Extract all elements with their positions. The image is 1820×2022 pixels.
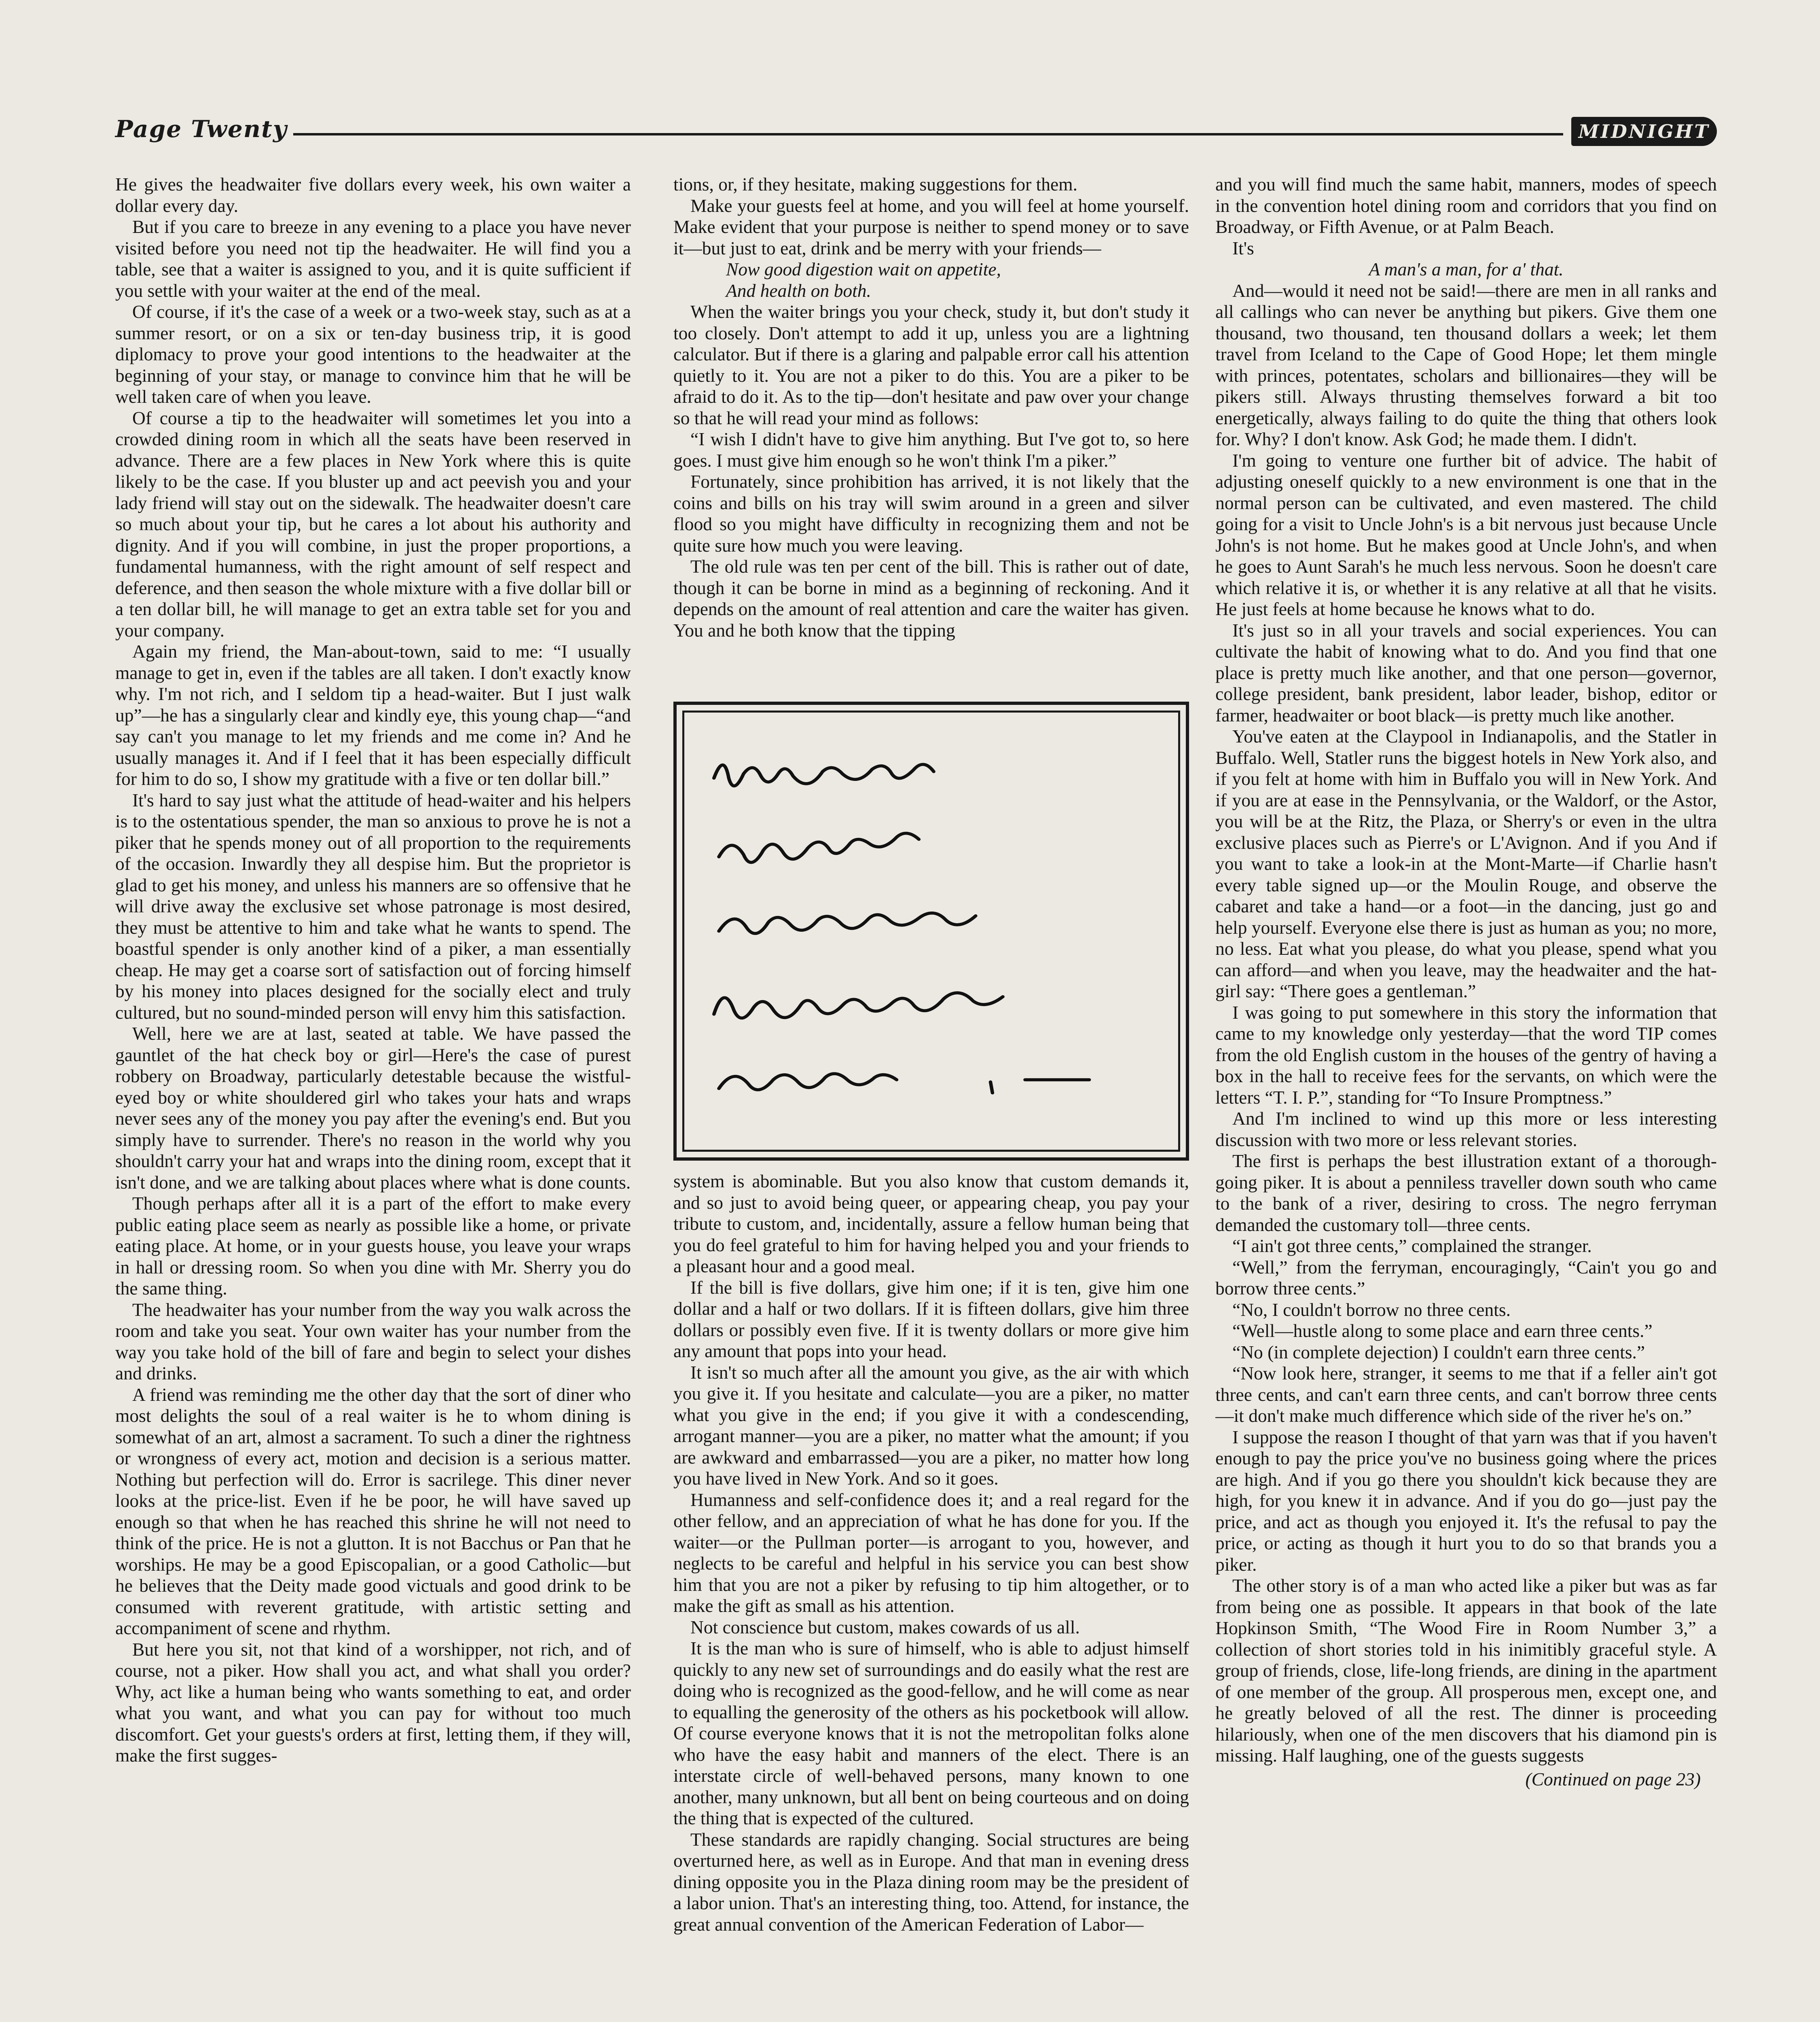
paragraph: “Well,” from the ferryman, encouragingly, “Cain't you go and borrow three cents.”	[1215, 1256, 1717, 1299]
text-column-1	[115, 174, 631, 2022]
paragraph: I was going to put somewhere in this story the information that came to my knowledge only yesterday—that the word TIP comes from the old English custom in the houses of the gentry of having a box in the hall to receive fees for the servants, on which were the letters “T. I. P.”, standing for “To Insure Promptness.”	[1215, 1002, 1717, 1108]
handwritten-notice-inner-frame	[682, 711, 1180, 1152]
paragraph: It is the man who is sure of himself, who is able to adjust himself quickly to any new set of surroundings and do easily what the rest are doing who is recognized as the good-fellow, and he will come as near to equalling the generosity of the others as his pocketbook will allow. Of course everyone knows that it is not the metropolitan folks alone who have the easy habit and manners of the elect. There is an interstate circle of well-behaved persons, many known to one another, many unknown, but all bent on being courteous and on doing the thing that is expected of the cultured.	[673, 1638, 1189, 1828]
paragraph: It's	[1232, 237, 1254, 258]
paragraph: And I'm inclined to wind up this more or less interesting discussion with two more or less relevant stories.	[1215, 1108, 1717, 1150]
paragraph: Make your guests feel at home, and you will feel at home yourself. Make evident that your purpose is neither to spend money or to save it—but just to eat, drink and be merry with your friends—	[673, 195, 1189, 258]
handwriting-strokes	[684, 713, 1178, 1150]
paragraph: “I wish I didn't have to give him anything. But I've got to, so here goes. I must give him enough so he won't think I'm a piker.”	[673, 429, 1189, 471]
paragraph: The old rule was ten per cent of the bill. This is rather out of date, though it can be borne in mind as a beginning of reckoning. And it depends on the amount of real attention and care the waiter has given. You and he both know that the tipping	[673, 556, 1189, 641]
paragraph: Again my friend, the Man-about-town, said to me: “I usually manage to get in, even if the tables are all taken. I don't exactly know why. I'm not rich, and I seldom tip a head-waiter. But I just walk up”—he has a singularly clear and kindly eye, this young chap—“and say can't you manage to let my friends and me come in? And he usually manages it. And if I feel that it has been especially difficult for him to do so, I show my gratitude with a five or ten dollar bill.”	[115, 641, 631, 789]
paragraph: Humanness and self-confidence does it; and a real regard for the other fellow, and an appreciation of what he has done for you. If the waiter—or the Pullman porter—is arrogant to you, however, and neglects to be careful and helpful in his service you can best show him that you are not a piker by refusing to tip him altogether, or to make the gift as small as his attention.	[673, 1489, 1189, 1616]
paragraph: Not conscience but custom, makes cowards of us all.	[690, 1616, 1080, 1637]
paragraph: tions, or, if they hesitate, making suggestions for them.	[673, 174, 1078, 195]
paragraph: I suppose the reason I thought of that yarn was that if you haven't enough to pay the price you've no business going where the prices are high. And if you go there you shouldn't kick because they are high, for you knew it in advance. And if you do go—just pay the price, and act as though you enjoyed it. It's the refusal to pay the price, or acting as though it hurt you to do so that brands you a piker.	[1215, 1426, 1717, 1575]
paragraph: When the waiter brings you your check, study it, but don't study it too closely. Don't attempt to add it up, unless you are a lightning calculator. But if there is a glaring and palpable error call his attention quietly to it. You are not a piker to do this. You are a piker to be afraid to do it. As to the tip—don't hesitate and paw over your change so that he will read your mind as follows:	[673, 301, 1189, 428]
paragraph: I'm going to venture one further bit of advice. The habit of adjusting oneself quickly to a new environment is one that in the normal person can be cultivated, and even mastered. The child going for a visit to Uncle John's is a bit nervous just because Uncle John's is not home. But he makes good at Uncle John's, and when he goes to Aunt Sarah's he much less nervous. Soon he doesn't care which relative it is, or whether it is any relative at all that he visits. He just feels at home because he knows what to do.	[1215, 450, 1717, 619]
paragraph: It isn't so much after all the amount you give, as the air with which you give it. If you hesitate and calculate—you are a piker, no matter what you give in the end; if you give it with a condescending, arrogant manner—you are a piker, no matter what the amount; if you are awkward and embarrassed—you are a piker, no matter how long you have lived in New York. And so it goes.	[673, 1362, 1189, 1489]
paragraph: “I ain't got three cents,” complained the stranger.	[1232, 1235, 1592, 1256]
paragraph: The first is perhaps the best illustration extant of a thorough-going piker. It is about a penniless traveller down south who came to the bank of a river, desiring to cross. The negro ferryman demanded the customary toll—three cents.	[1215, 1151, 1717, 1235]
paragraph: “No, I couldn't borrow no three cents.	[1232, 1299, 1511, 1320]
paragraph: A friend was reminding me the other day that the sort of diner who most delights the soul of a real waiter is he to whom dining is somewhat of an art, almost a sacrament. To such a diner the rightness or wrongness of every act, motion and decision is a serious matter. Nothing but perfection will do. Error is sacrilege. This diner never looks at the price-list. Even if he be poor, he will have saved up enough so that when he has reached this shrine he will not need to think of the price. He is not a glutton. It is not Bacchus or Pan that he worships. He may be a good Episcopalian, or a good Catholic—but he believes that the Deity made good victuals and good drink to be consumed with reverent gratitude, with artistic setting and accompaniment of scene and rhythm.	[115, 1384, 631, 1638]
paragraph: Though perhaps after all it is a part of the effort to make every public eating place seem as nearly as possible like a home, or private eating place. At home, or in your guests house, you leave your wraps in hall or dressing room. So when you dine with Mr. Sherry you do the same thing.	[115, 1193, 631, 1299]
paragraph: Well, here we are at last, seated at table. We have passed the gauntlet of the hat check boy or girl—Here's the case of purest robbery on Broadway, particularly detestable because the wistful-eyed boy or white shouldered girl who takes your hats and wraps never sees any of the money you pay after the evening's end. But you simply have to surrender. There's no reason in the world why you shouldn't carry your hat and wraps into the dining room, except that it isn't done, and we are talking about places where what is done counts.	[115, 1023, 631, 1193]
paragraph: But if you care to breeze in any evening to a place you have never visited before you need not tip the headwaiter. He will find you a table, see that a waiter is assigned to you, and it is quite sufficient if you settle with your waiter at the end of the meal.	[115, 216, 631, 301]
paragraph: He gives the headwaiter five dollars every week, his own waiter a dollar every day.	[115, 174, 631, 216]
paragraph: And—would it need not be said!—there are men in all ranks and all callings who can never be anything but pikers. Give them one thousand, two thousand, ten thousand dollars a week; let them travel from Iceland to the Cape of Good Hope; let them mingle with princes, potentates, scholars and billionaires—they will be pikers still. Always thrusting themselves forward a bit too energetically, always failing to do quite the thing that others look for. Why? I don't know. Ask God; he made them. I didn't.	[1215, 280, 1717, 449]
text-column-3	[1215, 174, 1717, 2022]
paragraph: These standards are rapidly changing. Social structures are being overturned here, as well as in Europe. And that man in evening dress dining opposite you in the Plaza dining room may be the president of a labor union. That's an interesting thing, too. Attend, for instance, the great annual convention of the American Federation of Labor—	[673, 1829, 1189, 1935]
paragraph: It's hard to say just what the attitude of head-waiter and his helpers is to the ostentatious spender, the man so anxious to prove he is not a piker that he spends money out of all proportion to the requirements of the occasion. Inwardly they all despise him. But the proprietor is glad to get his money, and unless his manners are so offensive that he will drive away the exclusive set whose patronage is most desired, they must be attentive to him and take what he wants to spend. The boastful spender is only another kind of a piker, a man essentially cheap. He may get a coarse sort of satisfaction out of forcing himself by his money into places designed for the socially elect and truly cultured, but no sound-minded person will envy him this satisfaction.	[115, 789, 631, 1023]
verse-line: Now good digestion wait on appetite,	[726, 259, 1001, 279]
paragraph: If the bill is five dollars, give him one; if it is ten, give him one dollar and a half or two dollars. If it is fifteen dollars, give him three dollars or possibly even five. If it is twenty dollars or more give him any amount that pops into your head.	[673, 1277, 1189, 1361]
paragraph: The headwaiter has your number from the way you walk across the room and take you seat. Your own waiter has your number from the way you take hold of the bill of fare and begin to select your dishes and drinks.	[115, 1299, 631, 1383]
header-rule	[293, 133, 1563, 135]
paragraph: It's just so in all your travels and social experiences. You can cultivate the habit of knowing what to do. And you find that one place is pretty much like another, and that one person—governor, college president, bank president, labor leader, bishop, editor or farmer, headwaiter or boot black—is pretty much like another.	[1215, 620, 1717, 725]
paragraph: Of course, if it's the case of a week or a two-week stay, such as at a summer resort, or on a six or ten-day business trip, it is good diplomacy to prove your good intentions to the headwaiter at the beginning of your stay, or manage to convince him that he will be well taken care of when you leave.	[115, 301, 631, 407]
verse-line: And health on both.	[726, 280, 871, 301]
paragraph: But here you sit, not that kind of a worshipper, not rich, and of course, not a piker. How shall you act, and what shall you order? Why, act like a human being who wants something to eat, and order what you want, and what you can pay for without too much discomfort. Get your guests's orders at first, letting them, if they will, make the first sugges-	[115, 1639, 631, 1766]
paragraph: Of course a tip to the headwaiter will sometimes let you into a crowded dining room in which all the seats have been reserved in advance. There are a few places in New York where this is quite likely to be the case. If you bluster up and act peevish you and your lady friend will stay out on the sidewalk. The headwaiter doesn't care so much about your tip, but he cares a lot about his authority and dignity. And if you will combine, in just the proper proportions, a fundamental humanness, with the right amount of self respect and deference, and then season the whole mixture with a five dollar bill or a ten dollar bill, he will manage to get an extra table set for you and your company.	[115, 407, 631, 641]
continued-note: (Continued on page 23)	[1525, 1768, 1701, 1789]
paragraph: and you will find much the same habit, manners, modes of speech in the convention hotel dining room and corridors that you find on Broadway, or Fifth Avenue, or at Palm Beach.	[1215, 174, 1717, 237]
paragraph: Fortunately, since prohibition has arrived, it is not likely that the coins and bills on his tray will swim around in a green and silver flood so you might have difficulty in recognizing them and not be quite sure how much you were leaving.	[673, 471, 1189, 556]
text-column-2	[673, 174, 1189, 2022]
paragraph: “Now look here, stranger, it seems to me that if a feller ain't got three cents, and can't earn three cents, and can't borrow three cents—it don't make much difference which side of the river he's on.”	[1215, 1363, 1717, 1426]
paragraph: You've eaten at the Claypool in Indianapolis, and the Statler in Buffalo. Well, Statler runs the biggest hotels in New York also, and if you felt at home with him in Buffalo you will in New York. And if you are at ease in the Pennsylvania, or the Waldorf, or the Astor, you will be at the Ritz, the Plaza, or Sherry's or even in the ultra exclusive places such as Pierre's or L'Avignon. And if you And if you want to take a look-in at the Mont-Marte—if Charlie hasn't every table signed up—or the Moulin Rouge, and observe the cabaret and take a hand—or a foot—in the dancing, just go and help yourself. Everyone else there is just as human as you; no more, no less. Eat what you please, do what you please, spend what you can afford—and when you leave, may the headwaiter and the hat-girl say: “There goes a gentleman.”	[1215, 726, 1717, 1001]
paragraph: “Well—hustle along to some place and earn three cents.”	[1232, 1320, 1653, 1341]
paragraph: system is abominable. But you also know that custom demands it, and so just to avoid being queer, or appearing cheap, you pay your tribute to custom, and, incidentally, assure a fellow human being that you do feel grateful to him for having helped you and your friends to a pleasant hour and a good meal.	[673, 1171, 1189, 1276]
paragraph: “No (in complete dejection) I couldn't earn three cents.”	[1232, 1341, 1645, 1362]
page-number: Page Twenty	[115, 115, 288, 143]
handwritten-notice-box	[673, 702, 1189, 1161]
paragraph: The other story is of a man who acted like a piker but was as far from being one as possible. It appears in that book of the late Hopkinson Smith, “The Wood Fire in Room Number 3,” a collection of short stories told in his inimitibly graceful style. A group of friends, close, life-long friends, are dining in the apartment of one member of the group. All prosperous men, except one, and he greatly beloved of all the rest. The dinner is proceeding hilariously, when one of the men discovers that his diamond pin is missing. Half laughing, one of the guests suggests	[1215, 1575, 1717, 1766]
quoted-line: A man's a man, for a' that.	[1369, 259, 1564, 279]
page-header	[115, 115, 1717, 158]
masthead-logo: MIDNIGHT	[1571, 117, 1717, 146]
